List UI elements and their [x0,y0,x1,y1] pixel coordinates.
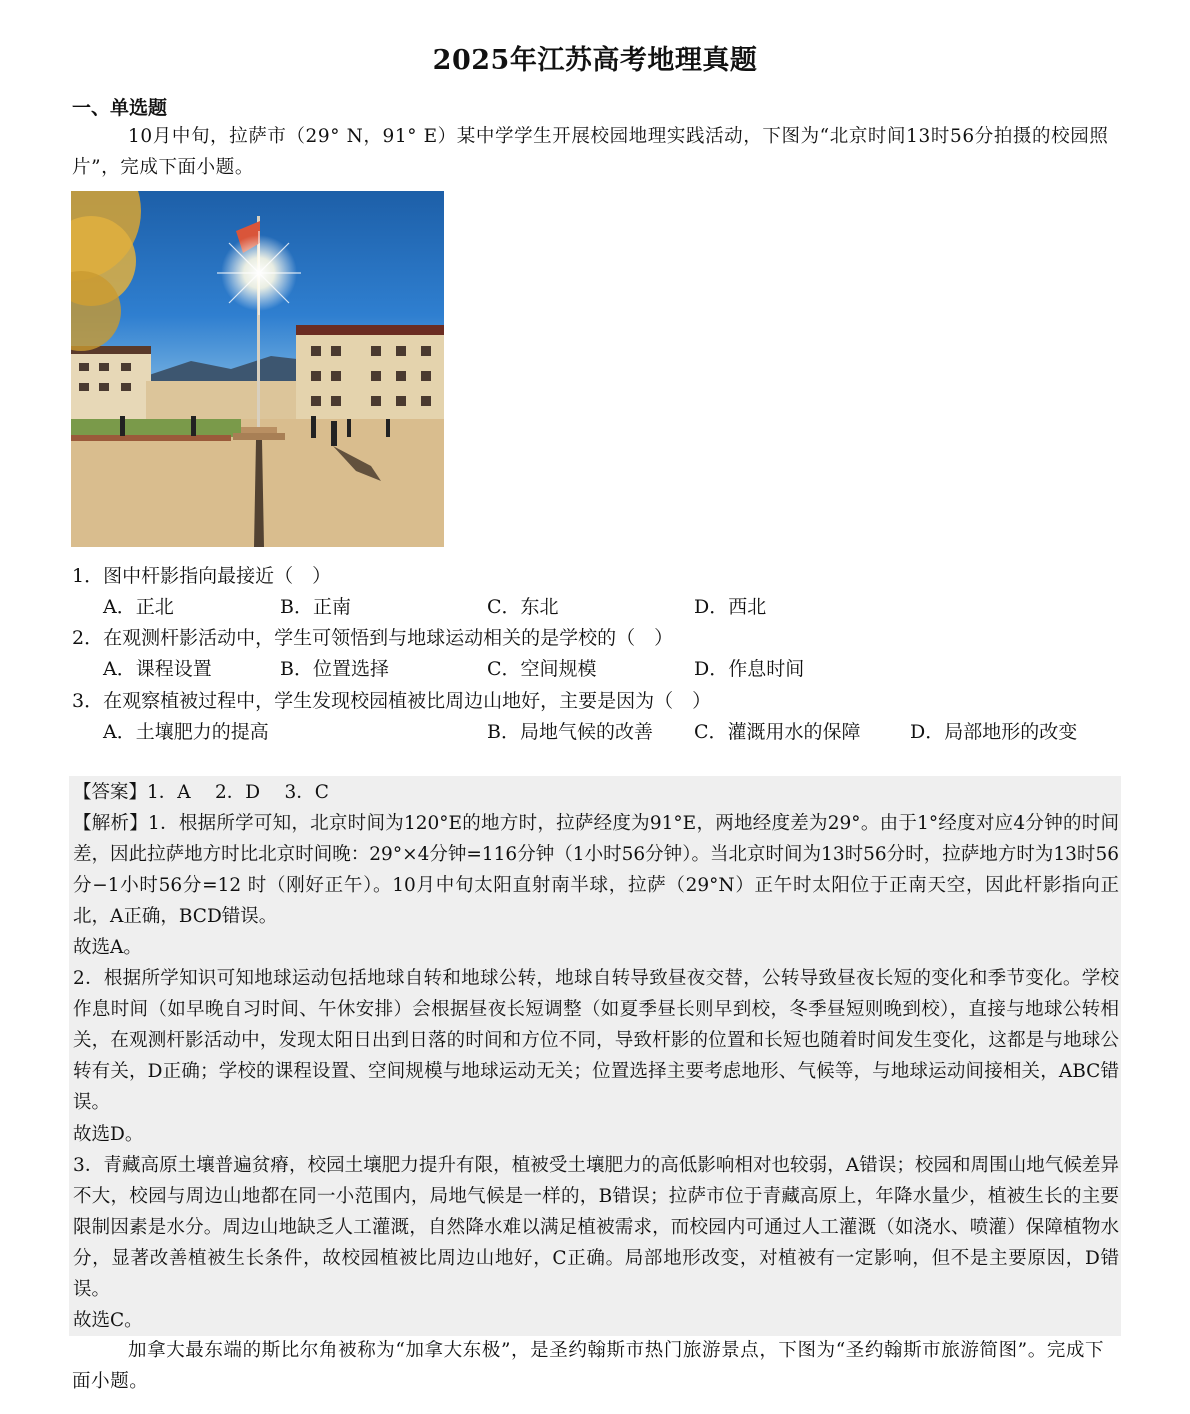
analysis-conclusion-3: 故选C。 [73,1310,143,1331]
document-title: 2025年江苏高考地理真题 [432,45,758,76]
campus-photo-illustration [71,191,444,547]
group2-intro: 加拿大最东端的斯比尔角被称为“加拿大东极”，是圣约翰斯市热门旅游景点，下图为“圣约翰斯市旅游简图”。完成下面小题。 [72,1340,1105,1392]
analysis-label: 【解析】 [73,813,149,834]
question-3-option-c[interactable]: C．灌溉用水的保障 [694,721,861,743]
question-1-option-a[interactable]: A．正北 [103,596,174,618]
question-3-option-a[interactable]: A．土壤肥力的提高 [103,721,269,743]
question-3-option-b[interactable]: B．局地气候的改善 [487,721,653,743]
question-3-stem: 3．在观察植被过程中，学生发现校园植被比周边山地好，主要是因为（ ） [72,690,712,712]
question-2-option-a[interactable]: A．课程设置 [103,658,212,680]
section-heading: 一、单选题 [72,97,168,119]
answer-line [73,777,1119,808]
analysis-paragraph-3: 3．青藏高原土壤普遍贫瘠，校园土壤肥力提升有限，植被受土壤肥力的高低影响相对也较弱，A错误；校园和周围山地气候差异不大，校园与周边山地都在同一小范围内，局地气候是一样的，B错误；拉萨市位于青藏高原上，年降水量少，植被生长的主要限制因素是水分。周边山地缺乏人工灌溉，自然降水难以满足植被需求，而校园内可通过人工灌溉（如浇水、喷灌）保障植物水分，显著改善植被生长条件，故校园植被比周边山地好，C正确。局部地形改变，对植被有一定影响，但不是主要原因，D错误。 [73,1155,1119,1300]
question-2-option-d[interactable]: D．作息时间 [694,658,805,680]
question-2-stem: 2．在观测杆影活动中，学生可领悟到与地球运动相关的是学校的（ ） [72,627,674,649]
question-3-option-d[interactable]: D．局部地形的改变 [910,721,1078,743]
analysis-paragraph-2: 2．根据所学知识可知地球运动包括地球自转和地球公转，地球自转导致昼夜交替，公转导致昼夜长短的变化和季节变化。学校作息时间（如早晚自习时间、午休安排）会根据昼夜长短调整（如夏季昼长则早到校，冬季昼短则晚到校），直接与地球公转相关，在观测杆影活动中，发现太阳日出到日落的时间和方位不同，导致杆影的位置和长短也随着时间发生变化，这都是与地球公转有关，D正确；学校的课程设置、空间规模与地球运动无关；位置选择主要考虑地形、气候等，与地球运动间接相关，ABC错误。 [73,968,1119,1113]
analysis-paragraph-1 [73,808,1119,932]
analysis-conclusion-2: 故选D。 [73,1124,144,1145]
group1-intro: 10月中旬，拉萨市（29° N，91° E）某中学学生开展校园地理实践活动，下图为“北京时间13时56分拍摄的校园照片”，完成下面小题。 [72,126,1109,178]
campus-photo [71,191,444,547]
question-1-option-d[interactable]: D．西北 [694,596,767,618]
answer-values: 1．A 2．D 3．C [147,782,329,803]
question-1-option-c[interactable]: C．东北 [487,596,559,618]
answer-label: 【答案】 [73,782,148,803]
analysis-conclusion-1: 故选A。 [73,937,142,958]
question-2-option-c[interactable]: C．空间规模 [487,658,597,680]
question-1-option-b[interactable]: B．正南 [280,596,351,618]
analysis-text-1: 1．根据所学可知，北京时间为120°E的地方时，拉萨经度为91°E，两地经度差为29°。由于1°经度对应4分钟的时间差，因此拉萨地方时比北京时间晚：29°×4分钟=116分钟（1小时56分钟）。当北京时间为13时56分时，拉萨地方时为13时56分−1小时56分=12 时（刚好正午）。10月中旬太阳直射南半球，拉萨（29°N）正午时太阳位于正南天空，因此杆影指向正北，A正确，BCD错误。 [73,813,1119,927]
question-1-stem: 1．图中杆影指向最接近（ ） [72,565,332,587]
question-2-option-b[interactable]: B．位置选择 [280,658,389,680]
